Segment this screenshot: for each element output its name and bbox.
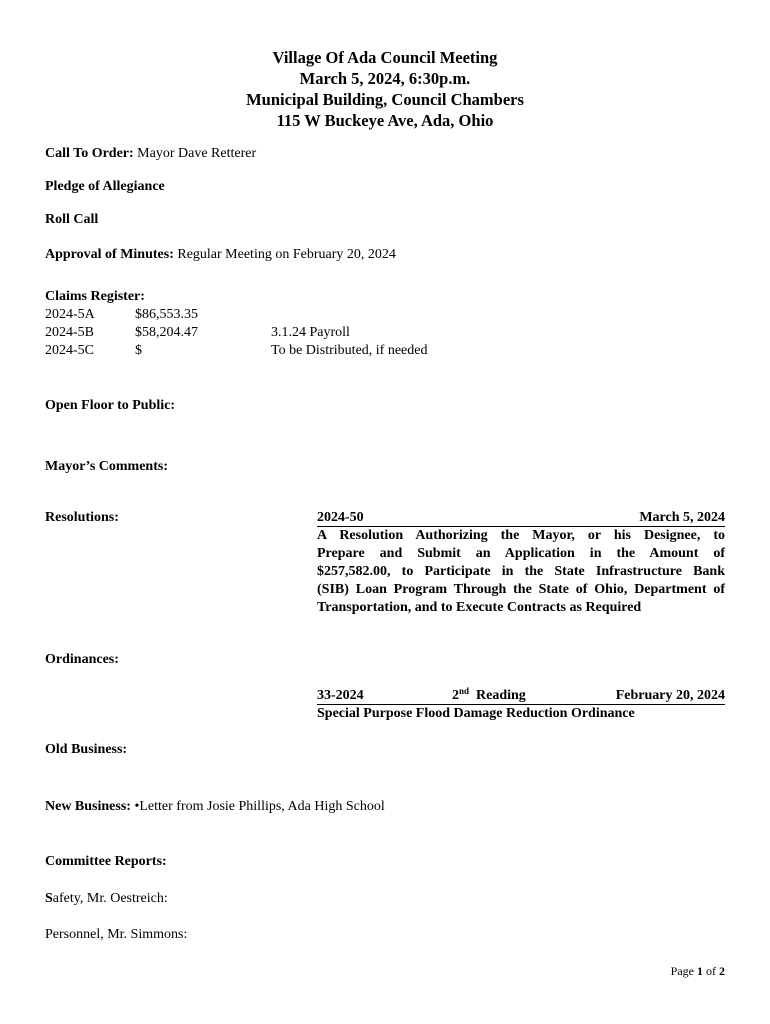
ordinance-date: February 20, 2024 <box>615 688 725 703</box>
open-floor-heading: Open Floor to Public: <box>45 398 176 413</box>
committee-personnel: Personnel, Mr. Simmons: <box>45 927 188 942</box>
meeting-location: Municipal Building, Council Chambers <box>246 90 524 109</box>
resolution-date: March 5, 2024 <box>639 510 725 525</box>
claims-row-amount: $86,553.35 <box>135 307 198 322</box>
resolution-text-line: (SIB) Loan Program Through the State of Ohio, Department of <box>317 582 725 597</box>
resolutions-heading: Resolutions: <box>45 510 119 525</box>
claims-row-note: To be Distributed, if needed <box>271 343 428 358</box>
committee-safety-text: afety, Mr. Oestreich: <box>52 891 168 906</box>
committee-safety <box>45 890 168 908</box>
new-business <box>45 798 385 816</box>
new-business-item: •Letter from Josie Phillips, Ada High School <box>134 799 385 814</box>
claims-row-note: 3.1.24 Payroll <box>271 325 350 340</box>
old-business-heading: Old Business: <box>45 742 128 757</box>
ordinance-header-line <box>317 687 725 705</box>
ordinance-reading-number: 2 <box>452 688 459 703</box>
call-to-order <box>45 145 256 163</box>
claims-row-id: 2024-5B <box>45 325 94 340</box>
pledge-heading: Pledge of Allegiance <box>45 179 165 194</box>
resolution-description <box>317 527 725 617</box>
page-of-word: of <box>706 964 716 978</box>
call-to-order-value: Mayor Dave Retterer <box>137 146 257 161</box>
meeting-title: Village Of Ada Council Meeting <box>272 48 498 67</box>
resolution-text-line: A Resolution Authorizing the Mayor, or his Designee, to <box>317 528 725 543</box>
page-number <box>671 962 725 980</box>
claims-row-amount: $ <box>135 343 142 358</box>
ordinance-number: 33-2024 <box>317 688 364 703</box>
roll-call-heading: Roll Call <box>45 212 99 227</box>
ordinance-title: Special Purpose Flood Damage Reduction Ordinance <box>317 706 635 721</box>
ordinance-reading <box>452 687 526 705</box>
claims-register-heading: Claims Register: <box>45 289 145 304</box>
ordinance-reading-word: Reading <box>476 688 526 703</box>
meeting-address: 115 W Buckeye Ave, Ada, Ohio <box>276 111 494 130</box>
resolution-text-line: Prepare and Submit an Application in the Amount of <box>317 546 725 561</box>
claims-row-id: 2024-5C <box>45 343 94 358</box>
resolution-header-line <box>317 509 725 527</box>
approval-of-minutes <box>45 246 396 264</box>
call-to-order-label: Call To Order: <box>45 146 134 161</box>
page-total: 2 <box>719 964 725 978</box>
committee-safety-initial: S <box>45 891 53 906</box>
resolution-text-line: $257,582.00, to Participate in the State Infrastructure Bank <box>317 564 725 579</box>
new-business-label: New Business: <box>45 799 131 814</box>
resolution-number: 2024-50 <box>317 510 364 525</box>
page-word: Page <box>670 964 694 978</box>
page-current: 1 <box>697 964 703 978</box>
resolution-text-line: Transportation, and to Execute Contracts as Required <box>317 600 642 615</box>
claims-row-id: 2024-5A <box>45 307 95 322</box>
ordinance-reading-suffix: nd <box>459 686 470 696</box>
meeting-date: March 5, 2024, 6:30p.m. <box>299 69 471 88</box>
mayors-comments-heading: Mayor’s Comments: <box>45 459 168 474</box>
ordinances-heading: Ordinances: <box>45 652 119 667</box>
approval-label: Approval of Minutes: <box>45 247 174 262</box>
committee-reports-heading: Committee Reports: <box>45 854 167 869</box>
approval-value: Regular Meeting on February 20, 2024 <box>177 247 396 262</box>
claims-row-amount: $58,204.47 <box>135 325 198 340</box>
